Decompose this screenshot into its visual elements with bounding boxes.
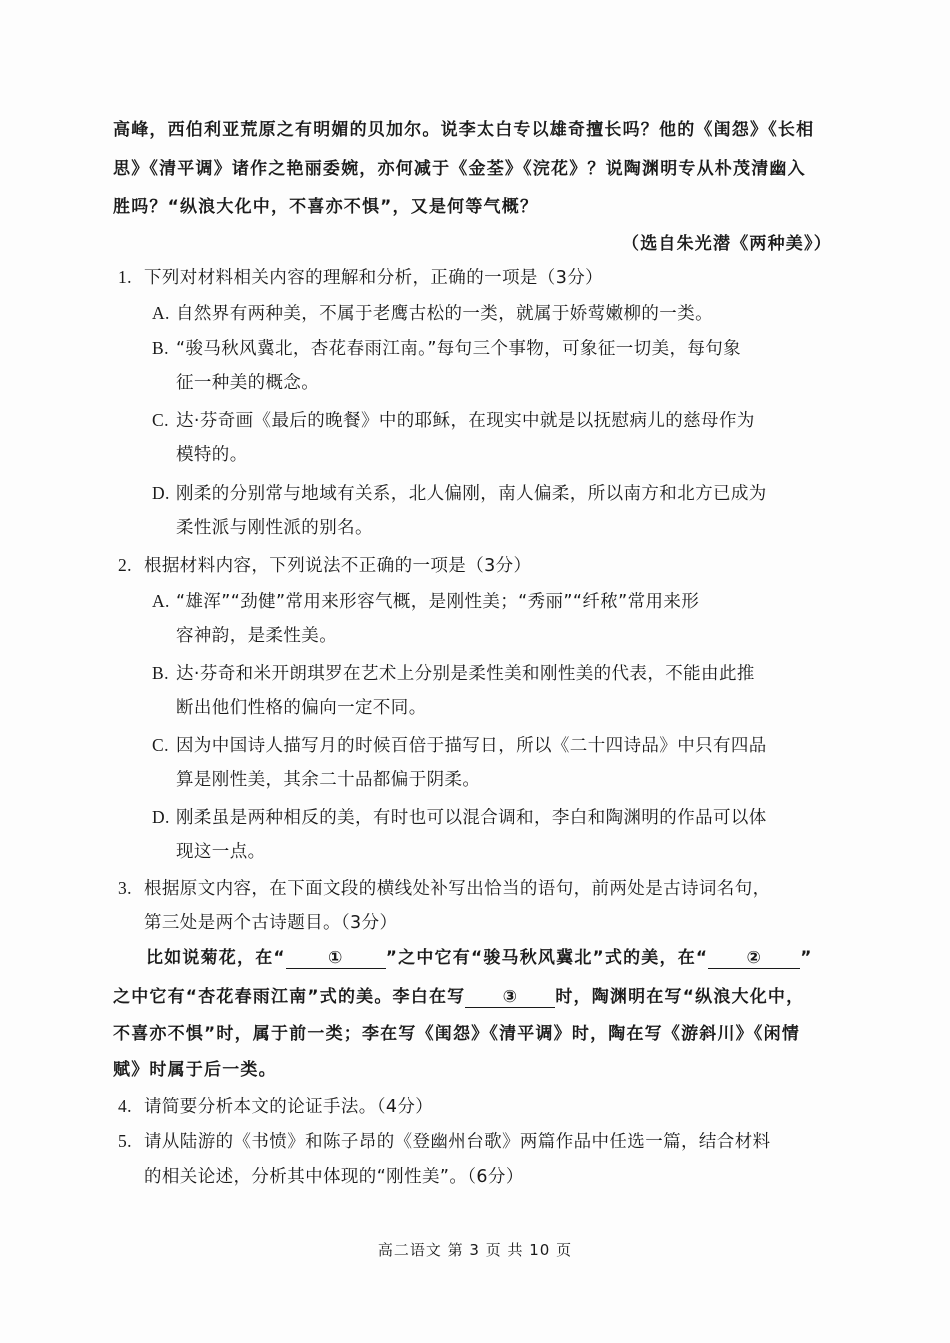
q3-paragraph-line-3: 不喜亦不惧”时，属于前一类；李在写《闺怨》《清平调》时，陶在写《游斜川》《闲情: [113, 1024, 800, 1044]
question-text: 请简要分析本文的论证手法。（4分）: [144, 1097, 434, 1117]
question-number: 5.: [118, 1131, 132, 1151]
q3-text: 时，陶渊明在写“纵浪大化中，: [555, 987, 805, 1007]
passage-line-3: 胜吗？“纵浪大化中，不喜亦不惧”，又是何等气概？: [113, 197, 539, 217]
option-text: 刚柔虽是两种相反的美，有时也可以混合调和，李白和陶渊明的作品可以体: [176, 808, 767, 828]
q3-paragraph-line-4: 赋》时属于后一类。: [113, 1060, 277, 1080]
question-5-stem: [118, 1129, 771, 1154]
q1-option-d: [152, 481, 767, 506]
option-letter: B.: [152, 663, 169, 683]
option-text: 达·芬奇和米开朗琪罗在艺术上分别是柔性美和刚性美的代表，不能由此推: [176, 664, 755, 684]
question-text: 请从陆游的《书愤》和陈子昂的《登幽州台歌》两篇作品中任选一篇，结合材料: [144, 1132, 771, 1152]
question-number: 2.: [118, 555, 132, 575]
q3-paragraph-line-2: [113, 985, 804, 1009]
question-3-stem: [118, 876, 771, 901]
q3-text: 之中它有“杏花春雨江南”式的美。李白在写: [113, 987, 466, 1007]
option-text: 刚柔的分别常与地域有关系，北人偏刚，南人偏柔，所以南方和北方已成为: [176, 484, 767, 504]
q1-option-c-cont: 模特的。: [176, 445, 248, 465]
q1-option-b-cont: 征一种美的概念。: [176, 373, 320, 393]
q1-option-b: [152, 336, 741, 361]
q2-option-a: [152, 589, 699, 614]
option-text: “雄浑”“劲健”常用来形容气概，是刚性美；“秀丽”“纤秾”常用来形: [176, 592, 700, 612]
q2-option-c-cont: 算是刚性美，其余二十品都偏于阴柔。: [176, 770, 481, 790]
q3-text: 比如说菊花，在“: [146, 948, 286, 968]
option-letter: A.: [152, 591, 170, 611]
question-text: 根据原文内容，在下面文段的横线处补写出恰当的语句，前两处是古诗词名句，: [144, 879, 771, 899]
question-1-stem: [118, 265, 603, 290]
question-4-stem: [118, 1094, 433, 1119]
option-letter: C.: [152, 410, 169, 430]
answer-blank-1[interactable]: ①: [286, 948, 386, 969]
option-text: 因为中国诗人描写月的时候百倍于描写日，所以《二十四诗品》中只有四品: [176, 736, 767, 756]
option-letter: D.: [152, 807, 170, 827]
question-3-stem-cont: 第三处是两个古诗题目。（3分）: [144, 913, 398, 933]
q3-paragraph-line-1: [146, 946, 813, 970]
q2-option-c: [152, 733, 767, 758]
question-2-stem: [118, 553, 531, 578]
page-footer: 高二语文 第 3 页 共 10 页: [377, 1241, 573, 1259]
q1-option-a: [152, 301, 713, 326]
q2-option-d-cont: 现这一点。: [176, 842, 266, 862]
q2-option-a-cont: 容神韵，是柔性美。: [176, 626, 338, 646]
option-text: “骏马秋风冀北，杏花春雨江南。”每句三个事物，可象征一切美，每句象: [176, 339, 742, 359]
answer-blank-2[interactable]: ②: [708, 948, 800, 969]
option-letter: B.: [152, 338, 169, 358]
answer-blank-3[interactable]: ③: [465, 987, 555, 1008]
question-number: 3.: [118, 878, 132, 898]
q1-option-c: [152, 408, 755, 433]
q2-option-b: [152, 661, 755, 686]
option-letter: D.: [152, 483, 170, 503]
question-text: 下列对材料相关内容的理解和分析，正确的一项是（3分）: [144, 268, 604, 288]
q1-option-d-cont: 柔性派与刚性派的别名。: [176, 518, 373, 538]
question-number: 4.: [118, 1096, 132, 1116]
passage-line-2: 思》《清平调》诸作之艳丽委婉，亦何减于《金荃》《浣花》？说陶渊明专从朴茂清幽入: [113, 159, 806, 179]
question-text: 根据材料内容，下列说法不正确的一项是（3分）: [144, 556, 532, 576]
option-text: 达·芬奇画《最后的晚餐》中的耶稣，在现实中就是以抚慰病儿的慈母作为: [176, 411, 755, 431]
question-number: 1.: [118, 267, 132, 287]
option-letter: A.: [152, 303, 170, 323]
q3-text: ”之中它有“骏马秋风冀北”式的美，在“: [385, 948, 709, 968]
q2-option-d: [152, 805, 767, 830]
question-5-stem-cont: 的相关论述，分析其中体现的“刚性美”。（6分）: [144, 1167, 524, 1187]
passage-source: （选自朱光潜《两种美》）: [622, 234, 832, 254]
passage-line-1: 高峰，西伯利亚荒原之有明媚的贝加尔。说李太白专以雄奇擅长吗？他的《闺怨》《长相: [113, 120, 815, 140]
option-letter: C.: [152, 735, 169, 755]
q2-option-b-cont: 断出他们性格的偏向一定不同。: [176, 698, 427, 718]
option-text: 自然界有两种美，不属于老鹰古松的一类，就属于娇莺嫩柳的一类。: [176, 304, 713, 324]
q3-text: ”: [800, 948, 813, 968]
